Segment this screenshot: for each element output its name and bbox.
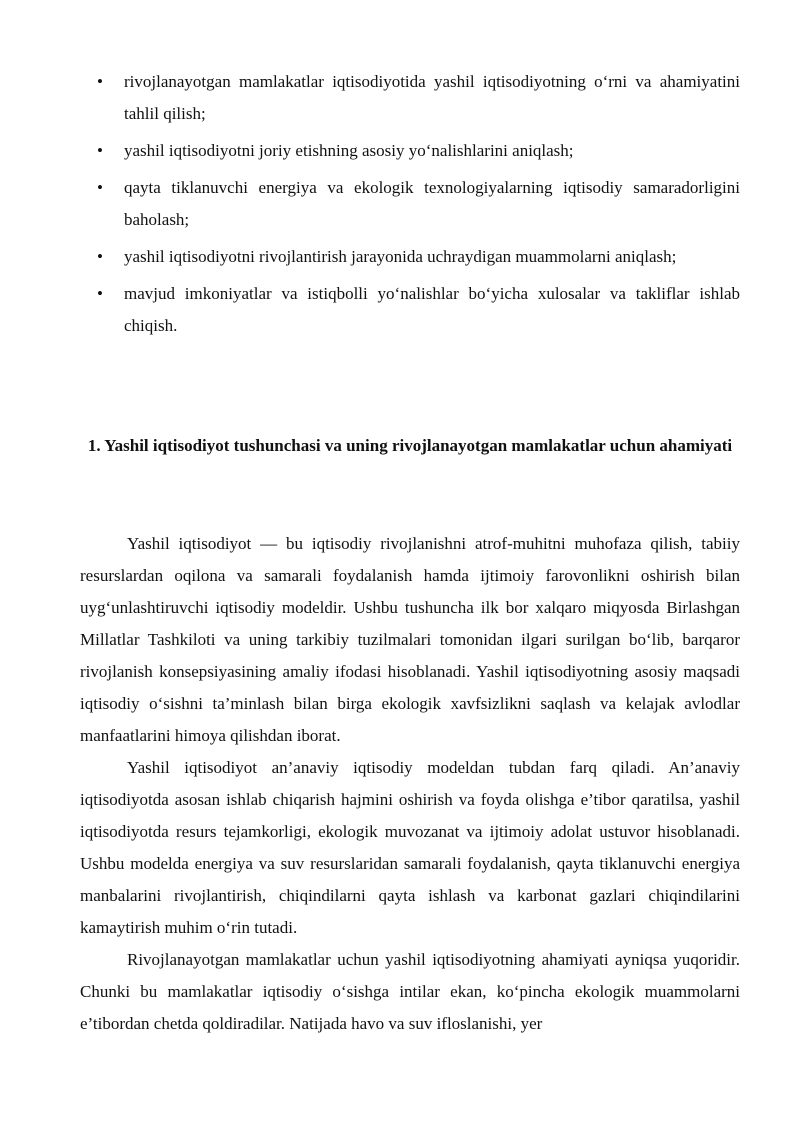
objectives-list xyxy=(80,66,740,347)
bullet-icon: • xyxy=(97,284,103,303)
paragraph: Rivojlanayotgan mamlakatlar uchun yashil iqtisodiyotning ahamiyati ayniqsa yuqoridir. Chunki bu mamlakatlar iqtisodiy o‘sishga intilar ekan, ko‘pincha ekologik muammolarni e’tibordan chetda qoldiradilar. Natijada havo va suv ifloslanishi, yer xyxy=(80,950,740,1033)
paragraph: Yashil iqtisodiyot — bu iqtisodiy rivojlanishni atrof-muhitni muhofaza qilish, tabiiy resurslardan oqilona va samarali foydalanish hamda ijtimoiy farovonlikni oshirish bilan uyg‘unlashtiruvchi iqtisodiy modeldir. Ushbu tushuncha ilk bor xalqaro miqyosda Birlashgan Millatlar Tashkiloti va uning tarkibiy tuzilmalari tomonidan ilgari surilgan bo‘lib, barqaror rivojlanish konsepsiyasining amaliy ifodasi hisoblanadi. Yashil iqtisodiyotning asosiy maqsadi iqtisodiy o‘sishni ta’minlash bilan birga ekologik xavfsizlikni saqlash va kelajak avlodlar manfaatlarini himoya qilishdan iborat. xyxy=(80,534,740,745)
bullet-icon: • xyxy=(97,72,103,91)
bullet-icon: • xyxy=(97,247,103,266)
list-item xyxy=(80,241,740,273)
list-item xyxy=(80,172,740,236)
list-item-text: qayta tiklanuvchi energiya va ekologik texnologiyalarning iqtisodiy samaradorligini baholash; xyxy=(124,178,740,229)
list-item xyxy=(80,66,740,130)
list-item-text: rivojlanayotgan mamlakatlar iqtisodiyotida yashil iqtisodiyotning o‘rni va ahamiyatini tahlil qilish; xyxy=(124,72,740,123)
section-heading: 1. Yashil iqtisodiyot tushunchasi va uning rivojlanayotgan mamlakatlar uchun ahamiyati xyxy=(87,436,733,455)
bullet-icon: • xyxy=(97,178,103,197)
list-item xyxy=(80,135,740,167)
list-item-text: mavjud imkoniyatlar va istiqbolli yo‘nalishlar bo‘yicha xulosalar va takliflar ishlab chiqish. xyxy=(124,284,740,335)
list-item-text: yashil iqtisodiyotni rivojlantirish jarayonida uchraydigan muammolarni aniqlash; xyxy=(124,247,677,266)
bullet-icon: • xyxy=(97,141,103,160)
paragraph: Yashil iqtisodiyot an’anaviy iqtisodiy modeldan tubdan farq qiladi. An’anaviy iqtisodiyotda asosan ishlab chiqarish hajmini oshirish va foyda olishga e’tibor qaratilsa, yashil iqtisodiyotda resurs tejamkorligi, ekologik muvozanat va ijtimoiy adolat ustuvor hisoblanadi. Ushbu modelda energiya va suv resurslaridan samarali foydalanish, qayta tiklanuvchi energiya manbalarini rivojlantirish, chiqindilarni qayta ishlash va karbonat gazlari chiqindilarini kamaytirish muhim o‘rin tutadi. xyxy=(80,758,740,937)
list-item xyxy=(80,278,740,342)
section-body xyxy=(80,528,740,1040)
list-item-text: yashil iqtisodiyotni joriy etishning asosiy yo‘nalishlarini aniqlash; xyxy=(124,141,574,160)
